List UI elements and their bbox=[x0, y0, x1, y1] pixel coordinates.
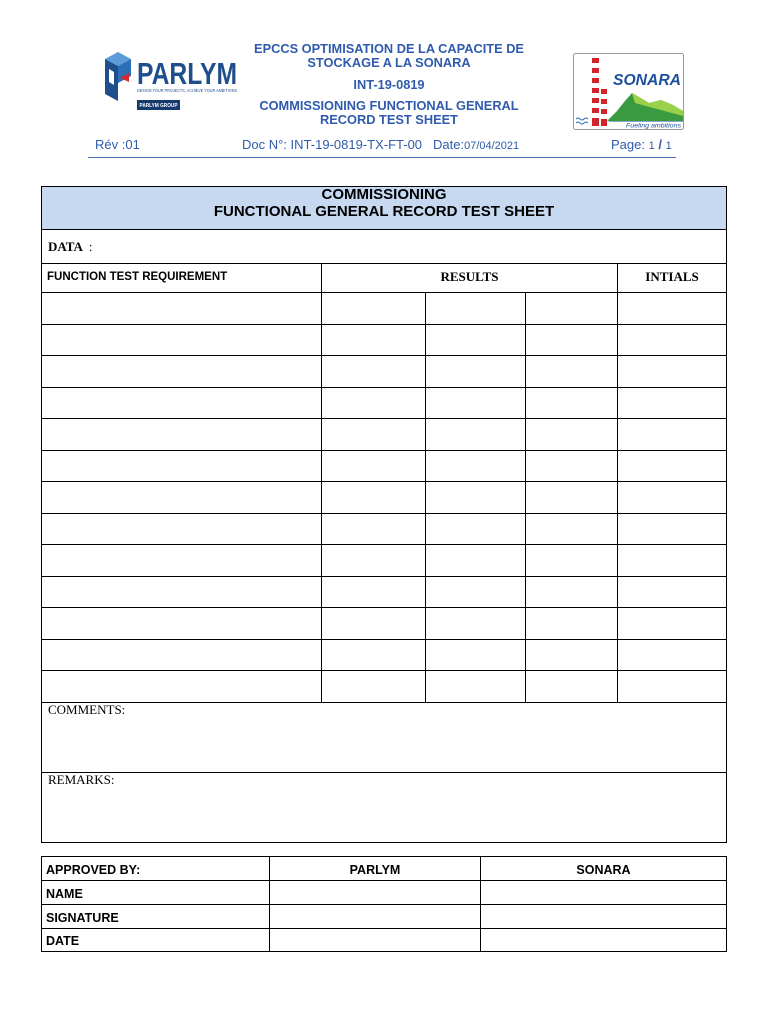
function-cell bbox=[42, 451, 322, 483]
function-cell bbox=[42, 577, 322, 609]
result-cell-3 bbox=[526, 325, 618, 357]
result-cell-3 bbox=[526, 545, 618, 577]
result-cell-1 bbox=[322, 325, 426, 357]
result-cell-2 bbox=[426, 514, 526, 546]
document-number: Doc N°: INT-19-0819-TX-FT-00 bbox=[242, 137, 423, 152]
table-title bbox=[42, 187, 727, 230]
parlym-name-cell bbox=[270, 881, 481, 905]
initials-cell bbox=[618, 325, 727, 357]
initials-cell bbox=[618, 514, 727, 546]
result-cell-1 bbox=[322, 640, 426, 672]
result-cell-2 bbox=[426, 388, 526, 420]
function-cell bbox=[42, 388, 322, 420]
column-header-initials: INTIALS bbox=[618, 264, 727, 293]
result-cell-2 bbox=[426, 293, 526, 325]
result-cell-3 bbox=[526, 388, 618, 420]
data-row bbox=[42, 230, 727, 264]
initials-cell bbox=[618, 293, 727, 325]
sonara-column-header: SONARA bbox=[481, 857, 727, 881]
date-label: Date: bbox=[433, 137, 465, 152]
function-cell bbox=[42, 356, 322, 388]
result-cell-3 bbox=[526, 577, 618, 609]
result-cell-1 bbox=[322, 482, 426, 514]
result-cell-3 bbox=[526, 671, 618, 703]
result-cell-2 bbox=[426, 356, 526, 388]
result-cell-2 bbox=[426, 577, 526, 609]
initials-cell bbox=[618, 451, 727, 483]
result-cell-2 bbox=[426, 419, 526, 451]
page-indicator bbox=[611, 137, 672, 153]
page-current: 1 bbox=[648, 140, 655, 152]
result-cell-3 bbox=[526, 293, 618, 325]
page-label: Page: bbox=[611, 137, 645, 152]
function-cell bbox=[42, 514, 322, 546]
parlym-emblem-icon bbox=[105, 52, 131, 101]
result-cell-2 bbox=[426, 545, 526, 577]
function-cell bbox=[42, 293, 322, 325]
function-cell bbox=[42, 419, 322, 451]
result-cell-1 bbox=[322, 388, 426, 420]
initials-cell bbox=[618, 419, 727, 451]
initials-cell bbox=[618, 640, 727, 672]
result-cell-3 bbox=[526, 482, 618, 514]
sonara-signature-cell bbox=[481, 905, 727, 929]
header-title-line-2: STOCKAGE A LA SONARA bbox=[307, 55, 471, 70]
sonara-logo bbox=[573, 53, 684, 130]
result-cell-1 bbox=[322, 514, 426, 546]
initials-cell bbox=[618, 545, 727, 577]
parlym-column-header: PARLYM bbox=[270, 857, 481, 881]
page-total: 1 bbox=[665, 140, 672, 152]
result-cell-3 bbox=[526, 419, 618, 451]
date-value: 07/04/2021 bbox=[464, 140, 520, 152]
function-cell bbox=[42, 482, 322, 514]
header-divider bbox=[88, 157, 676, 158]
table-title-line-2: FUNCTIONAL GENERAL RECORD TEST SHEET bbox=[213, 202, 555, 220]
result-cell-3 bbox=[526, 356, 618, 388]
result-cell-3 bbox=[526, 514, 618, 546]
parlym-group-badge: PARLYM GROUP bbox=[139, 103, 178, 110]
result-cell-1 bbox=[322, 608, 426, 640]
signature-row-label: SIGNATURE bbox=[42, 905, 270, 929]
header-title-line-1: EPCCS OPTIMISATION DE LA CAPACITE DE bbox=[254, 41, 524, 56]
remarks-box bbox=[42, 773, 727, 843]
record-test-table bbox=[41, 186, 727, 843]
data-label: DATA bbox=[48, 238, 83, 254]
header-subtitle-line-1: COMMISSIONING FUNCTIONAL GENERAL bbox=[259, 98, 519, 113]
initials-cell bbox=[618, 608, 727, 640]
result-cell-3 bbox=[526, 608, 618, 640]
comments-label: COMMENTS: bbox=[48, 702, 126, 717]
result-cell-1 bbox=[322, 577, 426, 609]
result-cell-1 bbox=[322, 293, 426, 325]
parlym-logo bbox=[100, 45, 245, 118]
sonara-tagline: Fueling ambitions bbox=[626, 123, 681, 130]
initials-cell bbox=[618, 671, 727, 703]
parlym-signature-cell bbox=[270, 905, 481, 929]
initials-cell bbox=[618, 356, 727, 388]
function-cell bbox=[42, 640, 322, 672]
result-cell-1 bbox=[322, 419, 426, 451]
name-row-label: NAME bbox=[42, 881, 270, 905]
data-separator: : bbox=[88, 238, 93, 254]
parlym-tagline: DESIGN YOUR PROJECTS, ACHIEVE YOUR AMBITIONS bbox=[137, 88, 237, 93]
page-separator: / bbox=[658, 137, 662, 152]
date-row-label: DATE bbox=[42, 929, 270, 952]
result-cell-2 bbox=[426, 671, 526, 703]
function-cell bbox=[42, 545, 322, 577]
column-header-results: RESULTS bbox=[322, 264, 618, 293]
result-cell-2 bbox=[426, 325, 526, 357]
revision: Rév :01 bbox=[95, 137, 140, 152]
sonara-wordmark: SONARA bbox=[613, 72, 681, 89]
result-cell-2 bbox=[426, 608, 526, 640]
initials-cell bbox=[618, 388, 727, 420]
result-cell-3 bbox=[526, 640, 618, 672]
result-cell-1 bbox=[322, 356, 426, 388]
header-subtitle-line-2: RECORD TEST SHEET bbox=[320, 112, 458, 127]
initials-cell bbox=[618, 577, 727, 609]
function-cell bbox=[42, 325, 322, 357]
result-cell-2 bbox=[426, 482, 526, 514]
result-cell-1 bbox=[322, 671, 426, 703]
result-cell-2 bbox=[426, 451, 526, 483]
table-title-line-1: COMMISSIONING bbox=[321, 187, 447, 203]
approved-by-header: APPROVED BY: bbox=[42, 857, 270, 881]
sonara-name-cell bbox=[481, 881, 727, 905]
approval-table bbox=[41, 856, 727, 952]
result-cell-1 bbox=[322, 545, 426, 577]
column-header-function: FUNCTION TEST REQUIREMENT bbox=[42, 264, 322, 293]
comments-box bbox=[42, 703, 727, 773]
project-code: INT-19-0819 bbox=[353, 77, 425, 92]
remarks-label: REMARKS: bbox=[48, 772, 115, 787]
document-date bbox=[433, 137, 519, 153]
result-cell-3 bbox=[526, 451, 618, 483]
parlym-wordmark: PARLYM bbox=[137, 56, 237, 91]
result-cell-2 bbox=[426, 640, 526, 672]
parlym-date-cell bbox=[270, 929, 481, 952]
result-cell-1 bbox=[322, 451, 426, 483]
sonara-date-cell bbox=[481, 929, 727, 952]
initials-cell bbox=[618, 482, 727, 514]
function-cell bbox=[42, 608, 322, 640]
function-cell bbox=[42, 671, 322, 703]
